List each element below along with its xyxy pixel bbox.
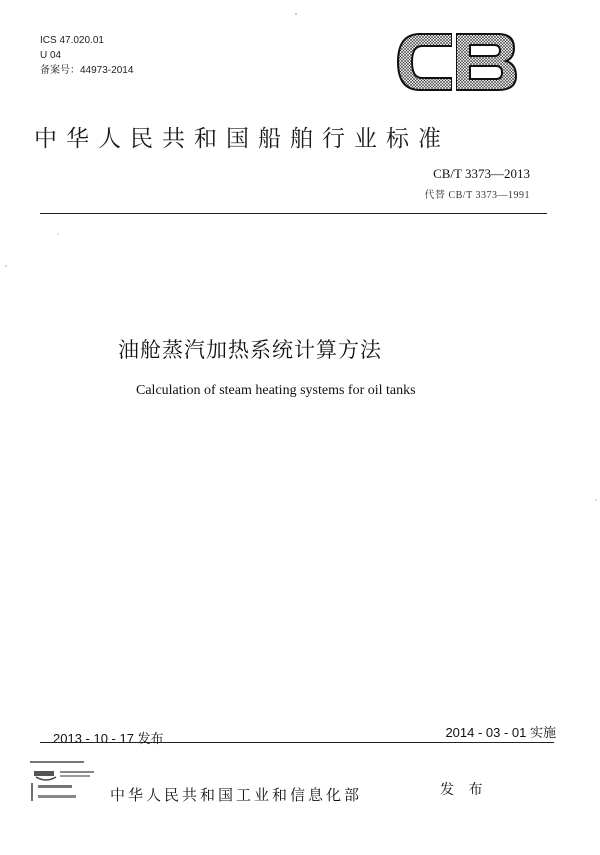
publisher-stamp-icon — [30, 757, 102, 809]
document-title-cn: 油舱蒸汽加热系统计算方法 — [118, 338, 382, 362]
effective-date: 2014 - 03 - 01 实施 — [445, 725, 556, 740]
registration-number: 备案号：44973-2014 — [40, 65, 134, 76]
standard-title: 中华人民共和国船舶行业标准 — [34, 126, 450, 152]
classification-code: U 04 — [40, 50, 62, 61]
replaces-standard: 代替 CB/T 3373—1991 — [424, 190, 530, 201]
publish-label: 发 布 — [440, 782, 488, 798]
issue-date: 2013 - 10 - 17 发布 — [53, 731, 164, 746]
ics-code: ICS 47.020.01 — [40, 35, 104, 46]
standard-number: CB/T 3373—2013 — [433, 166, 530, 181]
issuing-authority: 中华人民共和国工业和信息化部 — [110, 786, 363, 804]
cb-logo-icon — [390, 28, 520, 96]
footer-divider — [40, 742, 554, 743]
document-title-en: Calculation of steam heating systems for oil tanks — [136, 383, 416, 398]
header-divider — [40, 213, 547, 214]
